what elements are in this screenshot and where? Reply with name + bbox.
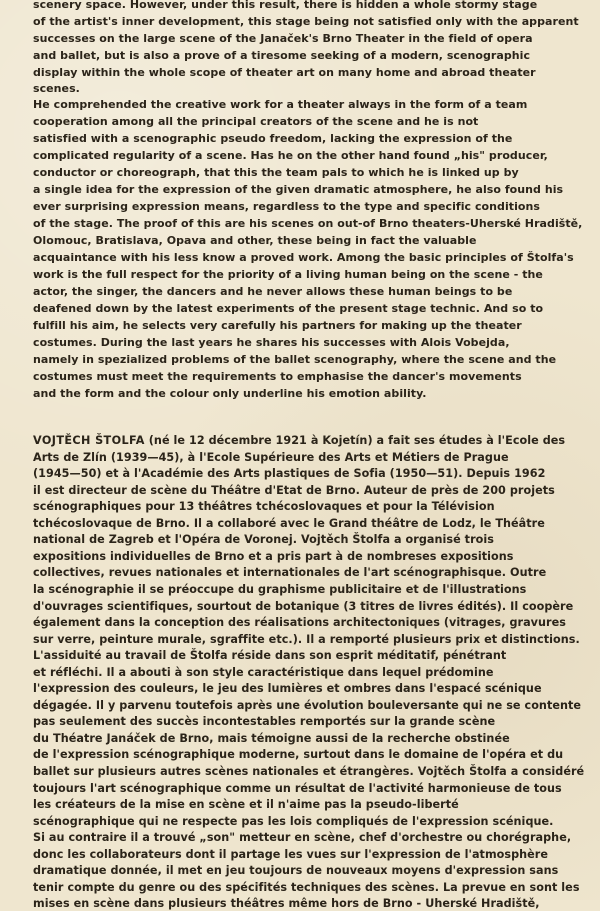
text-line: national de Zagreb et l'Opéra de Voronej. Vojtěch Štolfa a organisé trois xyxy=(33,533,494,546)
text-line: d'ouvrages scientifiques, sourtout de botanique (3 titres de livres édités). Il coopère xyxy=(33,600,574,613)
text-line: Arts de Zlín (1939—45), à l'Ecole Supérieure des Arts et Métiers de Prague xyxy=(33,451,509,464)
text-line: ever surprising expression means, regardless to the type and specific conditions xyxy=(33,200,541,213)
text-line: de l'expression scénographique moderne, surtout dans le domaine de l'opéra et du xyxy=(33,748,564,761)
text-line: également dans la conception des réalisations architectoniques (vitrages, gravures xyxy=(33,616,566,629)
text-line: pas seulement des succès incontestables remportés sur la grande scène xyxy=(33,715,496,728)
text-line: actor, the singer, the dancers and he never allows these human beings to be xyxy=(33,285,513,298)
text-line: display within the whole scope of theater art on many home and abroad theater xyxy=(33,66,536,79)
text-line: of the stage. The proof of this are his scenes on out-of Brno theaters-Uherské Hradiště, xyxy=(33,217,583,230)
text-line: les créateurs de la mise en scène et il n'aime pas la pseudo-liberté xyxy=(33,798,459,811)
text-line: expositions individuelles de Brno et a pris part à de nombreses expositions xyxy=(33,550,514,563)
text-line: toujours l'art scénographique comme un résultat de l'activité harmonieuse de tous xyxy=(33,782,562,795)
text-line: work is the full respect for the priority of a living human being on the scene - the xyxy=(33,268,543,281)
text-line: costumes must meet the requirements to emphasise the dancer's movements xyxy=(33,370,522,383)
text-line: (1945—50) et à l'Académie des Arts plastiques de Sofia (1950—51). Depuis 1962 xyxy=(33,467,546,480)
text-line: namely in spezialized problems of the ballet scenography, where the scene and the xyxy=(33,353,557,366)
text-line: deafened down by the latest experiments of the present stage technic. And so to xyxy=(33,302,544,315)
text-line: successes on the large scene of the Janaček's Brno Theater in the field of opera xyxy=(33,32,533,45)
text-line: complicated regularity of a scene. Has he on the other hand found „his" producer, xyxy=(33,149,548,162)
text-line: la scénographie il se préoccupe du graphisme publicitaire et de l'illustrations xyxy=(33,583,527,596)
text-line: l'expression des couleurs, le jeu des lumières et ombres dans l'espacé scénique xyxy=(33,682,542,695)
text-line: il est directeur de scène du Théâtre d'Etat de Brno. Auteur de près de 200 projets xyxy=(33,484,555,497)
text-line: scenery space. However, under this result, there is hidden a whole stormy stage xyxy=(33,0,538,11)
text-line-rest: (né le 12 décembre 1921 à Kojetín) a fait ses études à l'Ecole des xyxy=(144,434,566,447)
text-line: dégagée. Il y parvenu toutefois après une évolution bouleversante qui ne se contente xyxy=(33,699,582,712)
text-line: ballet sur plusieurs autres scènes nationales et étrangères. Vojtěch Štolfa a considéré xyxy=(33,765,585,778)
text-line: cooperation among all the principal creators of the scene and he is not xyxy=(33,115,479,128)
text-line: sur verre, peinture murale, sgraffite etc.). Il a remporté plusieurs prix et distinctions. xyxy=(33,633,580,646)
text-line: L'assiduité au travail de Štolfa réside dans son esprit méditatif, pénétrant xyxy=(33,649,507,662)
text-line: scenes. xyxy=(33,82,80,95)
text-line: of the artist's inner development, this stage being not satisfied only with the apparent xyxy=(33,15,579,28)
text-line: satisfied with a scenographic pseudo freedom, lacking the expression of the xyxy=(33,132,513,145)
text-line: and ballet, but is also a prove of a tiresome seeking of a modern, scenographic xyxy=(33,49,531,62)
text-line xyxy=(33,434,565,448)
text-line: tenir compte du genre ou des spécifités techniques des scènes. La prevue en sont les xyxy=(33,881,580,894)
text-line: conductor or choreograph, that this the team pals to which he is linked up by xyxy=(33,166,519,179)
text-line: acquaintance with his less know a proved work. Among the basic principles of Štolfa's xyxy=(33,251,574,264)
text-line: tchécoslovaque de Brno. Il a collaboré avec le Grand théâtre de Lodz, le Théâtre xyxy=(33,517,545,530)
text-line: fulfill his aim, he selects very carefully his partners for making up the theater xyxy=(33,319,522,332)
text-line: scénographique qui ne respecte pas les lois compliqués de l'expression scénique. xyxy=(33,815,554,828)
text-line: dramatique donnée, il met en jeu toujours de nouveaux moyens d'expression sans xyxy=(33,864,559,877)
text-line: Si au contraire il a trouvé „son" metteur en scène, chef d'orchestre ou chorégraphe, xyxy=(33,831,572,844)
text-line: collectives, revues nationales et internationales de l'art scénographisque. Outre xyxy=(33,566,547,579)
text-line: He comprehended the creative work for a theater always in the form of a team xyxy=(33,98,528,111)
text-line: and the form and the colour only underline his emotion ability. xyxy=(33,387,427,400)
text-line: et réfléchi. Il a abouti à son style caractéristique dans lequel prédomine xyxy=(33,666,494,679)
text-line: donc les collaborateurs dont il partage les vues sur l'expression de l'atmosphère xyxy=(33,848,549,861)
text-line: scénographiques pour 13 théâtres tchécoslovaques et pour la Télévision xyxy=(33,500,495,513)
text-line: mises en scène dans plusieurs théâtres même hors de Brno - Uherské Hradiště, xyxy=(33,897,540,910)
text-line: a single idea for the expression of the given dramatic atmosphere, he also found his xyxy=(33,183,564,196)
text-line: du Théatre Janáček de Brno, mais témoigne aussi de la recherche obstinée xyxy=(33,732,510,745)
text-line: costumes. During the last years he shares his successes with Alois Vobejda, xyxy=(33,336,510,349)
artist-name: VOJTĚCH ŠTOLFA xyxy=(33,434,145,447)
text-line: Olomouc, Bratislava, Opava and other, these being in fact the valuable xyxy=(33,234,477,247)
